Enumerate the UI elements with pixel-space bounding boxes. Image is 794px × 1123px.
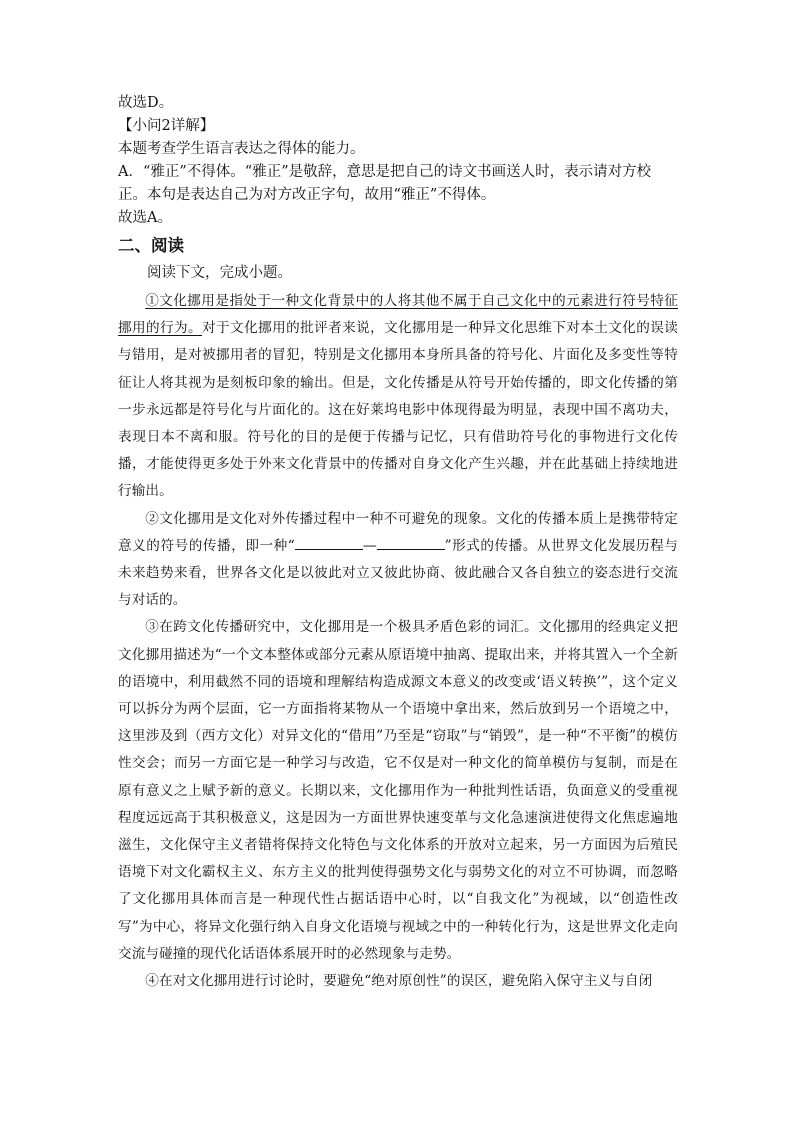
explanation-intro: 本题考查学生语言表达之得体的能力。	[118, 141, 365, 157]
document-page	[118, 92, 678, 995]
answer-choice-d: 故选D。	[118, 95, 174, 111]
paragraph-2-part-b: ”形式的传播。从世界文化发展历程与未来趋势来看，世界各文化是以彼此对立又彼此协商、彼此融合又各自独立的姿态进行交流与对话的。	[118, 537, 679, 609]
explanation-option-a: A．“雅正”不得体。“雅正”是敬辞，意思是把自己的诗文书画送人时，表示请对方校	[118, 164, 652, 180]
paragraph-2	[118, 506, 678, 615]
reading-instruction: 阅读下文，完成小题。	[147, 265, 292, 281]
paragraph-1-rest: 对于文化挪用的批评者来说，文化挪用是一种异文化思维下对本土文化的误读与错用，是对被挪用者的冒犯，特别是文化挪用本身所具备的符号化、片面化及多变性等特征让人将其视为是刻板印象的输出。但是，文化传播是从符号开始传播的，即文化传播的第一步永远都是符号化与片面化的。这在好莱坞电影中体现得最为明显，表现中国不离功夫，表现日本不离和服。符号化的目的是便于传播与记忆，只有借助符号化的事物进行文化传播，才能使得更多处于外来文化背景中的传播对自身文化产生兴趣，并在此基础上持续地进行输出。	[118, 320, 678, 500]
sub-question-2-heading: 【小问2详解】	[118, 118, 215, 134]
answer-choice-a: 故选A。	[118, 210, 172, 226]
fill-blank-2	[377, 537, 445, 550]
answer-block	[118, 92, 678, 230]
paragraph-4: ④在对文化挪用进行讨论时，要避免“绝对原创性”的误区，避免陷入保守主义与自闭	[145, 973, 653, 990]
fill-blank-1	[295, 537, 363, 550]
blank-dash: —	[362, 537, 377, 554]
paragraph-1	[118, 288, 678, 506]
reading-passage	[118, 288, 678, 995]
paragraph-2-part-a: ②文化挪用是文化对外传播过程中一种不可避免的现象。文化的传播本质上是携带特定意义的符号的传播，即一种“	[118, 510, 678, 554]
paragraph-1-underlined: ①文化挪用是指处于一种文化背景中的人将其他不属于自己文化中的元素进行符号特征挪用的行为。	[118, 293, 678, 337]
explanation-option-a-cont: 正。本句是表达自己为对方改正字句，故用“雅正”不得体。	[118, 187, 496, 203]
section-title: 二、阅读	[118, 236, 184, 255]
paragraph-3: ③在跨文化传播研究中，文化挪用是一个极具矛盾色彩的词汇。文化挪用的经典定义把文化挪用描述为“一个文本整体或部分元素从原语境中抽离、提取出来，并将其置入一个全新的语境中，利用截然不同的语境和理解结构造成源文本意义的改变或‘语义转换’”，这个定义可以拆分为两个层面，它一方面指将某物从一个语境中拿出来，然后放到另一个语境之中，这里涉及到（西方文化）对异文化的“借用”乃至是“窃取”与“销毁”，是一种“不平衡”的模仿性交会；而另一方面它是一种学习与改造，它不仅是对一种文化的简单模仿与复制，而是在原有意义之上赋予新的意义。长期以来，文化挪用作为一种批判性话语，负面意义的受重视程度远远高于其积极意义，这是因为一方面世界快速变革与文化急速演进使得文化焦虑遍地滋生，文化保守主义者错将保持文化特色与文化体系的开放对立起来，另一方面因为后殖民语境下对文化霸权主义、东方主义的批判使得强势文化与弱势文化的对立不可协调，而忽略了文化挪用具体而言是一种现代性占据话语中心时，以“自我文化”为视域，以“创造性改写”为中心，将异文化强行纳入自身文化语境与视域之中的一种转化行为，这是世界文化走向交流与碰撞的现代化话语体系展开时的必然现象与走势。	[118, 619, 678, 962]
